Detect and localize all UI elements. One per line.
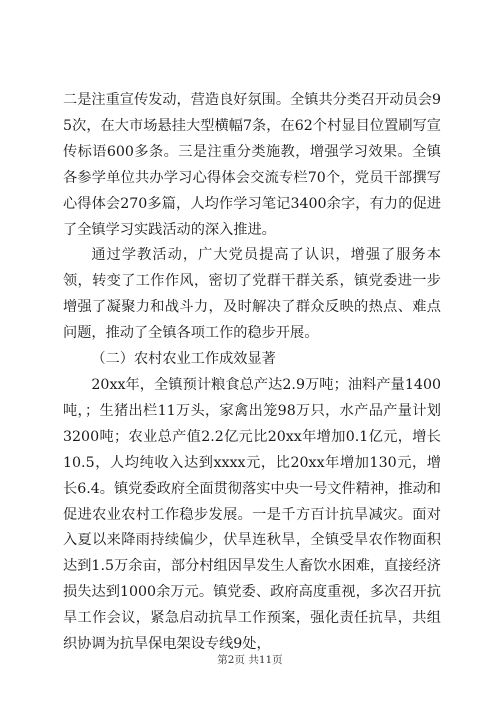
paragraph-results: 通过学教活动，广大党员提高了认识，增强了服务本领，转变了工作作风，密切了党群干群关系，镇党委进一步增强了凝聚力和战斗力，及时解决了群众反映的热点、难点问题，推动了全镇各项工作的稳步开展。 (63, 247, 441, 342)
page-number-footer: 第2页 共11页 (217, 654, 283, 666)
paragraph-propaganda: 二是注重宣传发动，营造良好氛围。全镇共分类召开动员会95次，在大市场悬挂大型横幅7条，在62个村显目位置刷写宣传标语600多条。三是注重分类施教，增强学习效果。全镇各参学单位共办学习心得体会交流专栏70个，党员干部撰写心得体会270多篇，人均作学习笔记3400余字，有力的促进了全镇学习实践活动的深入推进。 (63, 92, 441, 238)
paragraph-agriculture: 20xx年，全镇预计粮食总产达2.9万吨；油料产量1400吨，；生猪出栏11万头，家禽出笼98万只，水产品产量计划3200吨；农业总产值2.2亿元比20xx年增加0.1亿元，增长10.5，人均纯收入达到xxxx元，比20xx年增加130元，增长6.4。镇党委政府全面贯彻落实中央一号文件精神，推动和促进农业农村工作稳步发展。一是千方百计抗旱减灾。面对入夏以来降雨持续偏少，伏旱连秋旱，全镇受旱农作物面积达到1.5万余亩，部分村组因旱发生人畜饮水困难，直接经济损失达到1000余万元。镇党委、政府高度重视，多次召开抗旱工作会议，紧急启动抗旱工作预案，强化责任抗旱，共组织协调为抗旱保电架设专线9处， (63, 376, 441, 653)
document-body (63, 88, 441, 658)
section-heading: （二）农村农业工作成效显著 (91, 351, 276, 368)
